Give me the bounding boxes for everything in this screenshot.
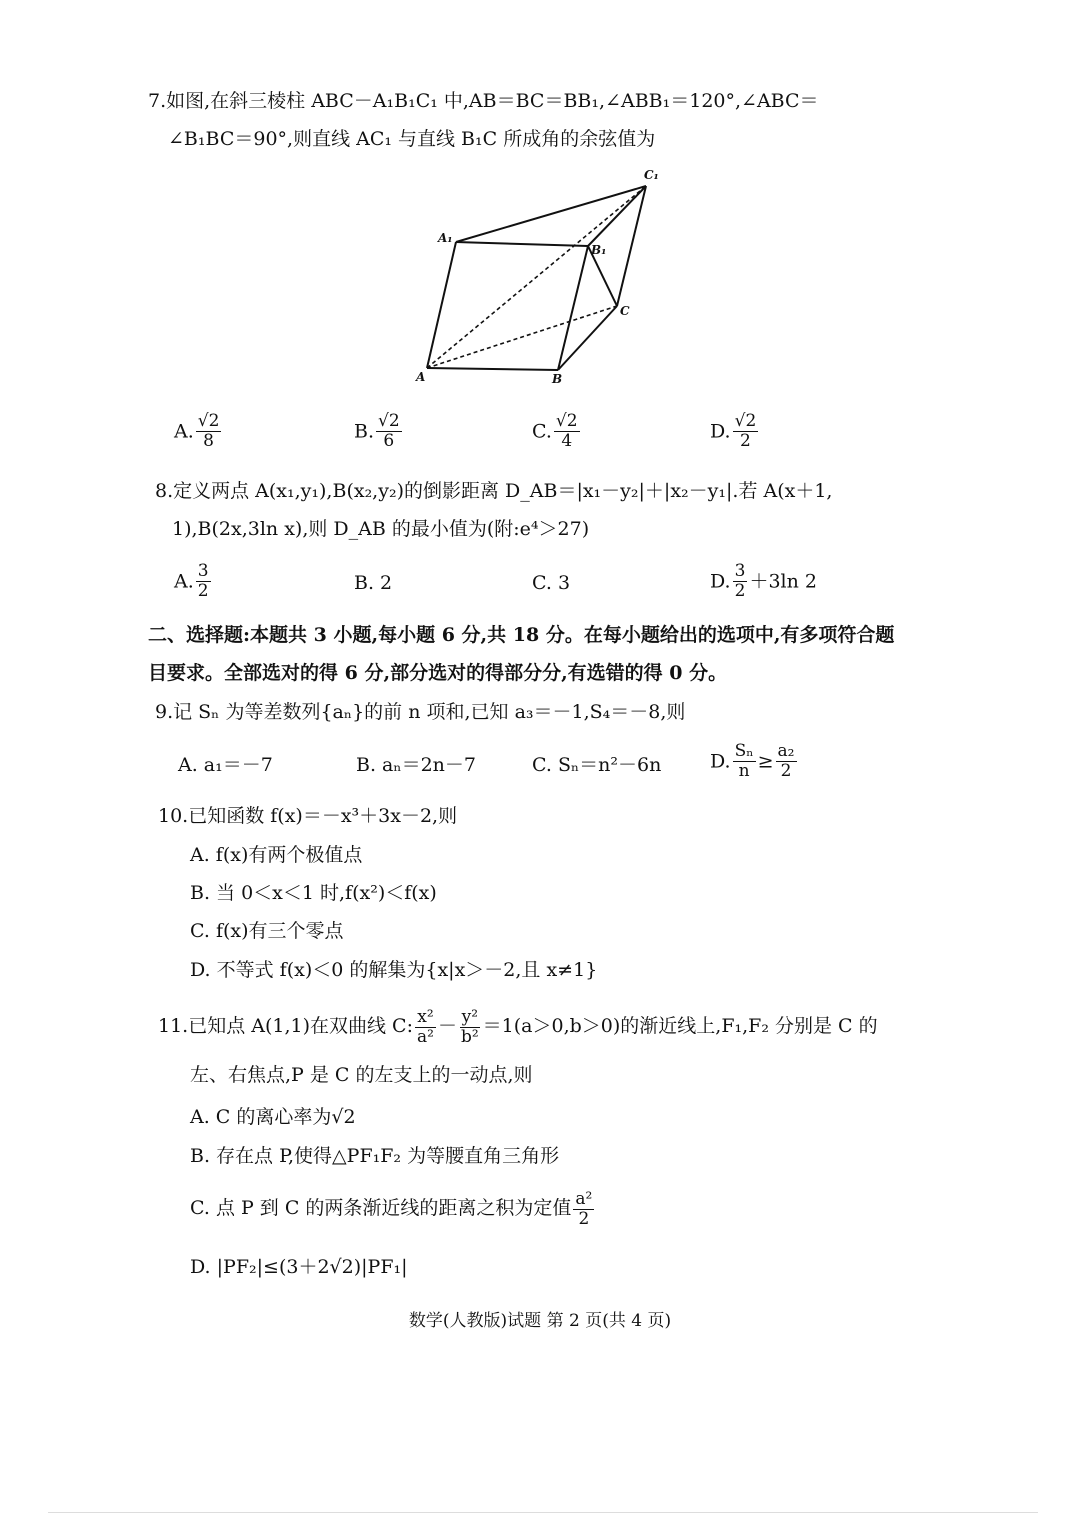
edge-b-b1	[558, 246, 588, 370]
q9-option-b: B. aₙ＝2n－7	[356, 754, 477, 776]
q9-option-c: C. Sₙ＝n²－6n	[532, 754, 662, 776]
q9-option-a: A. a₁＝－7	[178, 754, 273, 776]
q9-stem: 9.记 Sₙ 为等差数列{aₙ}的前 n 项和,已知 a₃＝－1,S₄＝－8,则	[155, 701, 686, 723]
label-a: A	[416, 370, 426, 384]
section2-line1: 二、选择题:本题共 3 小题,每小题 6 分,共 18 分。在每小题给出的选项中,有多项符合题	[148, 624, 895, 646]
q11-option-a: A. C 的离心率为√2	[190, 1106, 356, 1128]
q8-option-d: D. $\frac{3}{2}$ ＋3ln 2	[710, 561, 817, 601]
edge-a-c1-dashed	[427, 186, 646, 368]
q10-option-b: B. 当 0＜x＜1 时,f(x²)＜f(x)	[190, 882, 437, 904]
q10-option-d: D. 不等式 f(x)＜0 的解集为{x|x＞－2,且 x≠1}	[190, 959, 598, 981]
page-footer: 数学(人教版)试题 第 2 页(共 4 页)	[408, 1311, 672, 1331]
label-b: B	[552, 372, 563, 386]
q7-stem-line2: ∠B₁BC＝90°,则直线 AC₁ 与直线 B₁C 所成角的余弦值为	[168, 128, 656, 150]
bottom-divider	[48, 1512, 1038, 1513]
q10-stem: 10.已知函数 f(x)＝－x³＋3x－2,则	[158, 805, 458, 827]
q8-stem-line1: 8.定义两点 A(x₁,y₁),B(x₂,y₂)的倒影距离 D_AB＝|x₁－y₂|＋|x₂－y₁|.若 A(x＋1,	[155, 480, 833, 502]
q8-option-b: B. 2	[354, 572, 393, 594]
q10-option-a: A. f(x)有两个极值点	[190, 844, 363, 866]
q7-option-a: A. $\frac{√2}{8}$	[174, 411, 220, 451]
q11-option-c: C. 点 P 到 C 的两条渐近线的距离之积为定值 $\frac{\text{a²}}{2}$	[190, 1188, 593, 1229]
q9-option-d: D. $\frac{\text{Sₙ}}{n}$ ≥ $\frac{\text{a₂}}{2}$	[710, 741, 795, 781]
q8-option-a: A. $\frac{3}{2}$	[174, 561, 209, 601]
edge-a1-b1	[456, 242, 588, 246]
q7-option-c: C. $\frac{√2}{4}$	[532, 411, 578, 451]
edge-c-c1	[617, 186, 646, 306]
q11-stem-line1: 11.已知点 A(1,1)在双曲线 C: $\frac{\text{x²}}{\text{a²}}$ － $\frac{\text{y²}}{\text{b²}}$ ＝1(a＞0,b＞0)的渐近线上,F₁,F₂ 分别是 C 的	[158, 1006, 878, 1047]
edge-a-a1	[427, 242, 456, 368]
q10-option-c: C. f(x)有三个零点	[190, 920, 344, 942]
label-c1: C₁	[644, 168, 659, 182]
q11-option-d: D. |PF₂|≤(3＋2√2)|PF₁|	[190, 1256, 408, 1278]
q7-option-b: B. $\frac{√2}{6}$	[354, 411, 400, 451]
section2-line2: 目要求。全部选对的得 6 分,部分选对的得部分分,有选错的得 0 分。	[148, 662, 728, 684]
q7-prism-figure	[410, 165, 670, 390]
label-b1: B₁	[591, 243, 607, 257]
q7-option-d: D. $\frac{√2}{2}$	[710, 411, 757, 451]
edge-a-b	[427, 368, 558, 370]
q8-stem-line2: 1),B(2x,3ln x),则 D_AB 的最小值为(附:e⁴＞27)	[172, 518, 590, 540]
q7-stem-line1: 7.如图,在斜三棱柱 ABC－A₁B₁C₁ 中,AB＝BC＝BB₁,∠ABB₁＝120°,∠ABC＝	[148, 90, 819, 112]
label-a1: A₁	[438, 231, 453, 245]
edge-a1-c1	[456, 186, 646, 242]
q11-stem-line2: 左、右焦点,P 是 C 的左支上的一动点,则	[190, 1064, 533, 1086]
q8-option-c: C. 3	[532, 572, 571, 594]
q11-option-b: B. 存在点 P,使得△PF₁F₂ 为等腰直角三角形	[190, 1145, 560, 1167]
label-c: C	[620, 304, 630, 318]
